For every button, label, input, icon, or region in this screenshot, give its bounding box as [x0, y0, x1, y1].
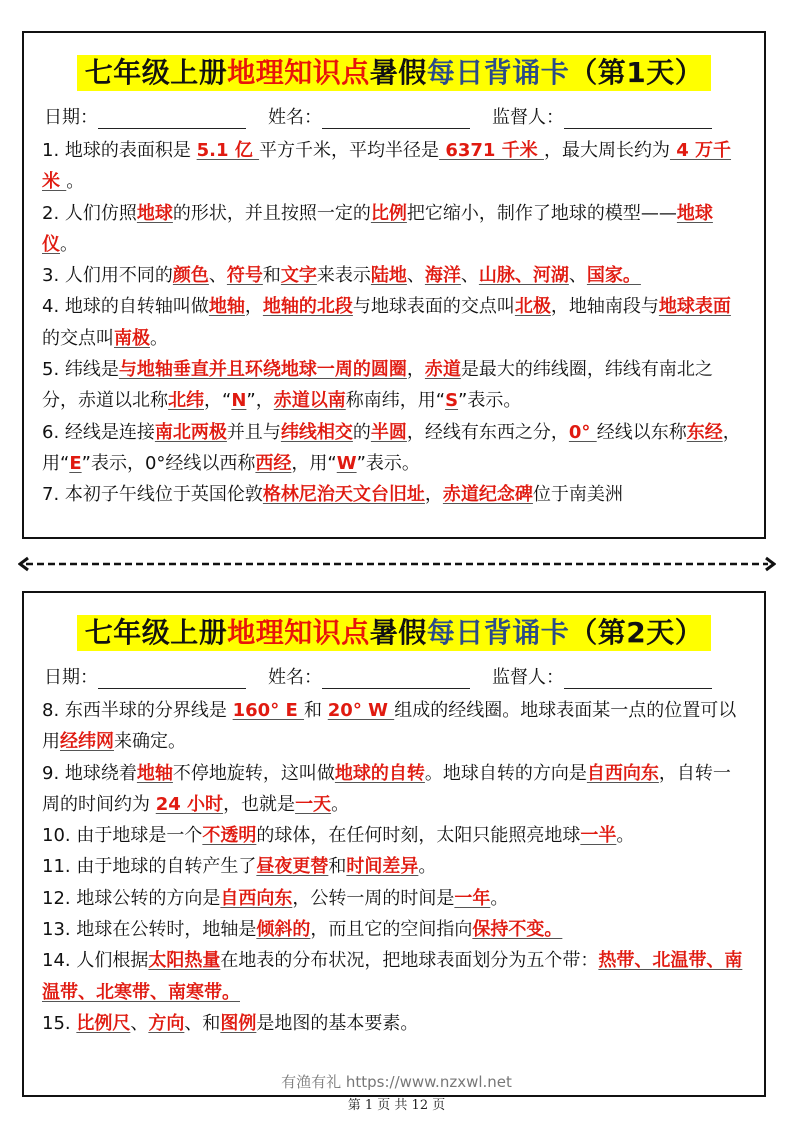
key-answer: 比例尺: [76, 1012, 131, 1034]
key-answer: 6371 千米: [439, 140, 544, 161]
item-text: 13. 地球在公转时，地轴是: [42, 919, 257, 941]
key-answer: 比例: [370, 202, 407, 224]
key-answer: 符号: [226, 265, 263, 287]
key-answer: 160° E: [232, 700, 305, 721]
date-label: 日期：: [44, 107, 98, 128]
name-label: 姓名：: [268, 667, 322, 688]
item-text: 11. 由于地球的自转产生了: [42, 856, 257, 878]
key-answer: 一天: [295, 793, 332, 815]
key-answer: E: [69, 452, 82, 474]
item-text: 。: [331, 793, 350, 815]
knowledge-item: [42, 135, 748, 198]
knowledge-item: [42, 695, 748, 758]
key-answer: 4 万千米: [42, 140, 732, 193]
item-text: 和: [262, 265, 281, 287]
item-text: 7. 本初子午线位于英国伦敦: [42, 484, 263, 506]
key-answer: 地球表面: [658, 296, 731, 318]
item-text: 平方千米，平均半径是: [259, 140, 440, 161]
item-text: 是最大的纬线圈，纬线有南北之分，赤道以北称: [42, 359, 713, 412]
item-text: ，用“: [42, 421, 741, 474]
key-answer: S: [445, 390, 459, 412]
item-text: 5. 纬线是: [42, 359, 119, 381]
key-answer: 20° W: [327, 700, 395, 721]
item-text: 、: [130, 1012, 149, 1034]
item-text: 的交点叫: [42, 327, 114, 349]
key-answer: 0°: [568, 421, 597, 443]
item-text: 与地球表面的交点叫: [352, 296, 515, 318]
item-text: 。: [616, 825, 635, 847]
item-text: ”表示。: [356, 452, 420, 474]
item-text: 位于南美洲: [532, 484, 623, 506]
item-text: 称南纬，用“: [345, 390, 446, 412]
item-text: 来确定。: [114, 731, 186, 753]
key-answer: 太阳热量: [148, 950, 221, 972]
item-text: 、和: [184, 1012, 221, 1034]
knowledge-item: [42, 354, 748, 417]
key-answer: 颜色: [172, 265, 209, 287]
item-text: ，: [406, 359, 425, 381]
key-answer: 北极: [514, 296, 551, 318]
item-text: 9. 地球绕着: [42, 762, 137, 784]
item-text: ，“: [204, 390, 232, 412]
item-text: ”，: [246, 390, 274, 412]
date-label: 日期：: [44, 667, 98, 688]
supervisor-field[interactable]: [564, 668, 712, 689]
title-day: （第2天）: [569, 616, 704, 649]
item-text: 把它缩小，制作了地球的模型——: [406, 202, 677, 224]
key-answer: 图例: [220, 1012, 257, 1034]
title-card: 每日背诵卡: [426, 56, 570, 89]
key-answer: 24 小时: [155, 793, 224, 815]
double-arrow-dashed-icon: [18, 554, 776, 574]
card-title: [24, 615, 764, 653]
title-card: 每日背诵卡: [426, 616, 570, 649]
item-text: 不停地旋转，这叫做: [172, 762, 335, 784]
daily-card-day-2: [22, 591, 766, 1097]
meta-row: [24, 661, 764, 689]
title-subject: 地理知识点: [227, 616, 370, 649]
item-text: 1. 地球的表面积是: [42, 140, 197, 161]
key-answer: 半圆: [370, 421, 407, 443]
key-answer: 赤道纪念碑: [442, 484, 533, 506]
item-text: 、: [568, 265, 587, 287]
item-text: ，自转一周的时间约为: [42, 762, 731, 815]
key-answer: 经纬网: [60, 731, 114, 753]
page-number: 第 1 页 共 12 页: [347, 1098, 446, 1113]
knowledge-item: [42, 851, 748, 882]
key-answer: 一年: [454, 887, 491, 909]
knowledge-item: [42, 479, 748, 510]
item-text: 经线以东称: [596, 421, 687, 443]
item-text: 2. 人们仿照: [42, 202, 137, 224]
key-answer: 山脉、河湖: [478, 265, 569, 287]
item-text: 、: [406, 265, 425, 287]
key-answer: 不透明: [202, 825, 257, 847]
knowledge-item: [42, 291, 748, 354]
name-field[interactable]: [322, 668, 470, 689]
item-text: ，地轴南段与: [550, 296, 659, 318]
key-answer: 方向: [148, 1012, 185, 1034]
key-answer: 地轴: [208, 296, 245, 318]
item-text: 、: [460, 265, 479, 287]
item-text: ，用“: [291, 452, 337, 474]
item-text: ，最大周长约为: [543, 140, 670, 161]
item-text: 。: [60, 233, 78, 255]
key-answer: 自西向东: [586, 762, 659, 784]
title-day: （第1天）: [569, 56, 704, 89]
item-text: 的球体，在任何时刻，太阳只能照亮地球: [256, 825, 581, 847]
item-text: 在地表的分布状况，把地球表面划分为五个带：: [220, 950, 599, 972]
key-answer: 地球仪: [42, 202, 713, 255]
item-text: 。: [490, 887, 509, 909]
item-text: ，也就是: [223, 793, 296, 815]
key-answer: 格林尼治天文台旧址: [262, 484, 425, 506]
key-answer: 热带、北温带、南温带、北寒带、南寒带。: [42, 950, 743, 1003]
name-label: 姓名：: [268, 107, 322, 128]
key-answer: 5.1 亿: [196, 140, 260, 161]
item-text: 和: [328, 856, 347, 878]
knowledge-item: [42, 260, 748, 291]
key-answer: 自西向东: [220, 887, 293, 909]
item-text: 。: [66, 171, 85, 193]
knowledge-item: [42, 1008, 748, 1039]
watermark: 有渔有礼 https://www.nzxwl.net: [281, 1073, 512, 1091]
item-text: ”表示，0°经线以西称: [81, 452, 256, 474]
key-answer: 南极: [114, 327, 150, 349]
item-text: 6. 经线是连接: [42, 421, 155, 443]
item-text: 是地图的基本要素。: [256, 1012, 419, 1034]
knowledge-item: [42, 945, 748, 1008]
key-answer: 陆地: [370, 265, 407, 287]
key-answer: 地球的自转: [334, 762, 425, 784]
knowledge-item: [42, 820, 748, 851]
supervisor-label: 监督人：: [492, 667, 564, 688]
meta-row: [24, 101, 764, 129]
key-answer: N: [231, 390, 247, 412]
item-text: ，而且它的空间指向: [310, 919, 473, 941]
date-field[interactable]: [98, 108, 246, 129]
item-text: ”表示。: [458, 390, 522, 412]
card-title: [24, 55, 764, 93]
title-subject: 地理知识点: [227, 56, 370, 89]
date-field[interactable]: [98, 668, 246, 689]
key-answer: 文字: [280, 265, 317, 287]
supervisor-field[interactable]: [564, 108, 712, 129]
item-text: 10. 由于地球是一个: [42, 825, 203, 847]
item-text: 3. 人们用不同的: [42, 265, 173, 287]
key-answer: 国家。: [586, 265, 641, 287]
item-text: ，: [424, 484, 443, 506]
item-text: 。地球自转的方向是: [424, 762, 587, 784]
key-answer: 东经: [686, 421, 723, 443]
knowledge-item: [42, 417, 748, 480]
item-text: 、: [208, 265, 227, 287]
name-field[interactable]: [322, 108, 470, 129]
title-summer: 暑假: [369, 56, 427, 89]
title-grade: 七年级上册: [84, 56, 228, 89]
item-text: 4. 地球的自转轴叫做: [42, 296, 209, 318]
key-answer: 与地轴垂直并且环绕地球一周的圆圈: [118, 359, 407, 381]
knowledge-item: [42, 883, 748, 914]
key-answer: 地轴的北段: [262, 296, 353, 318]
item-text: 12. 地球公转的方向是: [42, 887, 221, 909]
knowledge-item: [42, 758, 748, 821]
key-answer: 南北两极: [154, 421, 227, 443]
item-text: ，经线有东西之分，: [406, 421, 569, 443]
key-answer: 保持不变。: [472, 919, 563, 941]
key-answer: 北纬: [168, 390, 204, 412]
item-text: 的形状，并且按照一定的: [172, 202, 371, 224]
item-text: 8. 东西半球的分界线是: [42, 700, 233, 721]
key-answer: 一半: [580, 825, 617, 847]
item-text: ，: [244, 296, 263, 318]
key-answer: 海洋: [424, 265, 461, 287]
key-answer: 赤道: [424, 359, 461, 381]
key-answer: 纬线相交: [280, 421, 353, 443]
item-text: 。: [150, 327, 168, 349]
key-answer: W: [336, 452, 357, 474]
key-answer: 时间差异: [346, 856, 419, 878]
knowledge-list: [24, 695, 764, 1039]
daily-card-day-1: [22, 31, 766, 539]
supervisor-label: 监督人：: [492, 107, 564, 128]
item-text: 来表示: [316, 265, 371, 287]
item-text: 15.: [42, 1012, 77, 1034]
knowledge-list: [24, 135, 764, 511]
key-answer: 倾斜的: [256, 919, 311, 941]
key-answer: 西经: [255, 452, 292, 474]
item-text: 14. 人们根据: [42, 950, 149, 972]
title-grade: 七年级上册: [84, 616, 228, 649]
item-text: 和: [304, 700, 328, 721]
key-answer: 昼夜更替: [256, 856, 329, 878]
key-answer: 赤道以南: [273, 390, 346, 412]
item-text: ，公转一周的时间是: [292, 887, 455, 909]
item-text: 并且与: [226, 421, 281, 443]
knowledge-item: [42, 198, 748, 261]
item-text: 。: [418, 856, 437, 878]
knowledge-item: [42, 914, 748, 945]
key-answer: 地轴: [136, 762, 173, 784]
item-text: 组成的经线圈。地球表面某一点的位置可以用: [42, 700, 737, 753]
key-answer: 地球: [136, 202, 173, 224]
title-summer: 暑假: [369, 616, 427, 649]
item-text: 的: [352, 421, 371, 443]
